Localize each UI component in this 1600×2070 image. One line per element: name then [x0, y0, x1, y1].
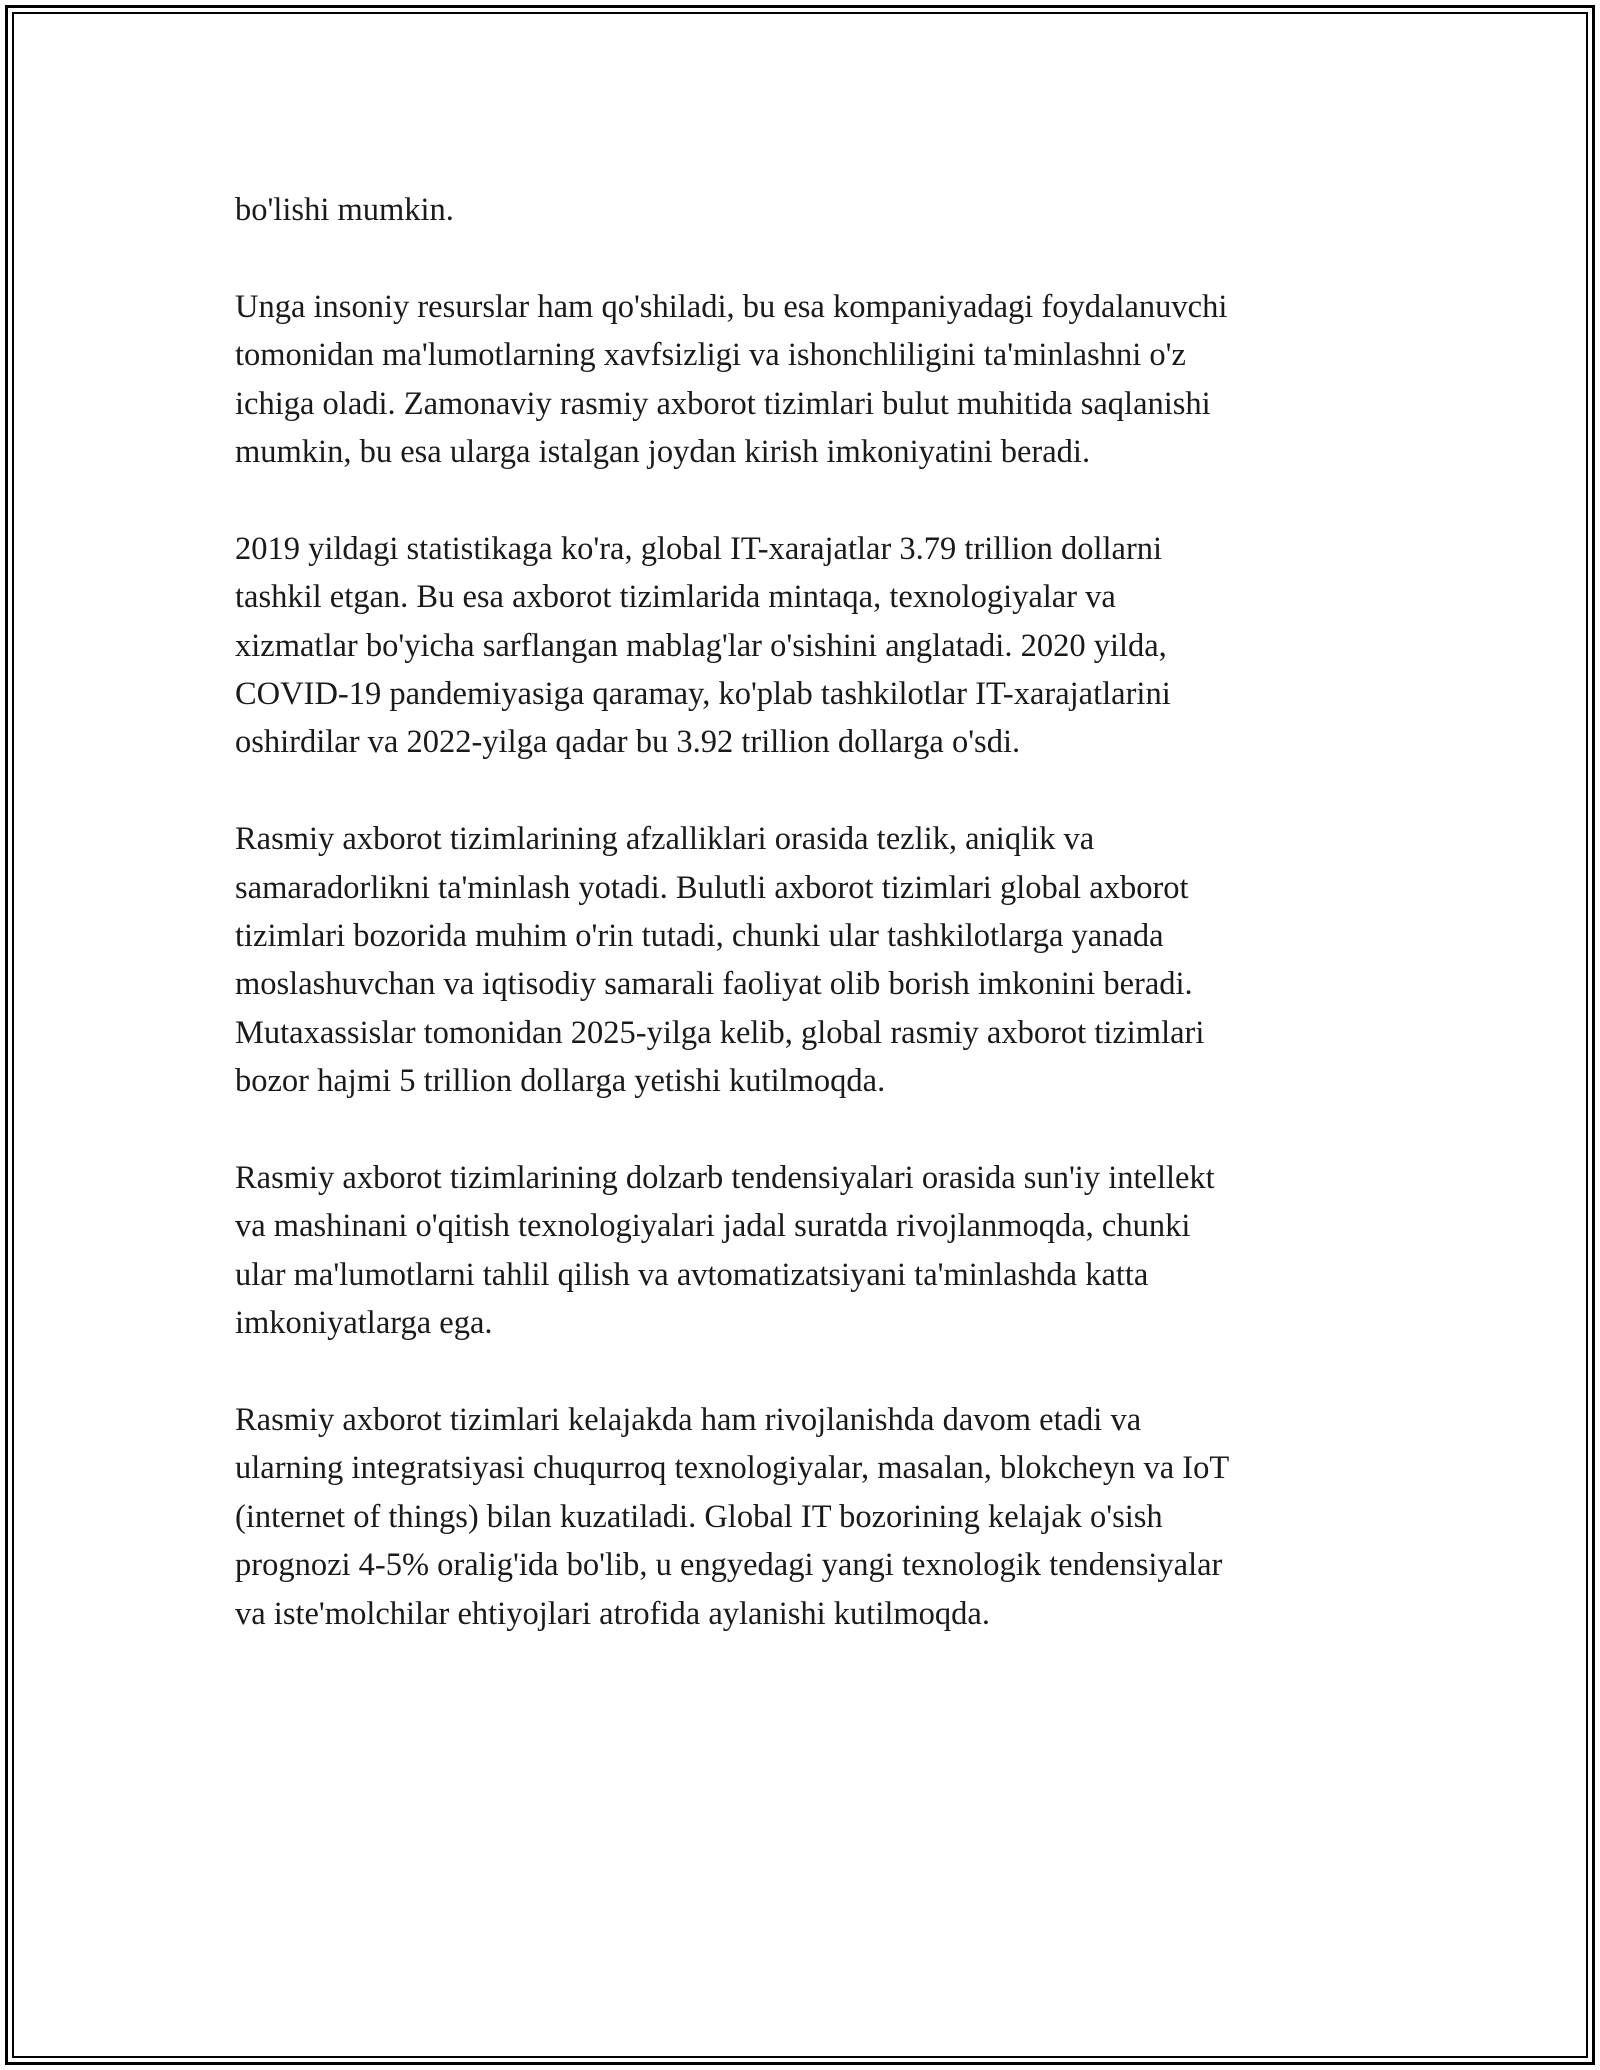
document-body [235, 186, 1405, 1687]
paragraph-trends: Rasmiy axborot tizimlarining dolzarb tendensiyalari orasida sun'iy intellekt va mashinani o'qitish texnologiyalari jadal suratda rivojlanmoqda, chunki ular ma'lumotlarni tahlil qilish va avtomatizatsiyani ta'minlashda katta imkoniyatlarga ega. [235, 1160, 1215, 1342]
paragraph-future-outlook: Rasmiy axborot tizimlari kelajakda ham rivojlanishda davom etadi va ularning integratsiyasi chuqurroq texnologiyalar, masalan, blokcheyn va IoT (internet of things) bilan kuzatiladi. Global IT bozorining kelajak o'sish prognozi 4-5% oralig'ida bo'lib, u engyedagi yangi texnologik tendensiyalar va iste'molchilar ehtiyojlari atrofida aylanishi kutilmoqda. [235, 1402, 1230, 1632]
paragraph-advantages: Rasmiy axborot tizimlarining afzalliklari orasida tezlik, aniqlik va samaradorlikni ta'minlash yotadi. Bulutli axborot tizimlari global axborot tizimlari bozorida muhim o'rin tutadi, chunki ular tashkilotlarga yanada moslashuvchan va iqtisodiy samarali faoliyat olib borish imkonini beradi. Mutaxassislar tomonidan 2025-yilga kelib, global rasmiy axborot tizimlari bozor hajmi 5 trillion dollarga yetishi kutilmoqda. [235, 821, 1205, 1100]
paragraph-it-spending-statistics: 2019 yildagi statistikaga ko'ra, global IT-xarajatlar 3.79 trillion dollarni tashkil etgan. Bu esa axborot tizimlarida mintaqa, texnologiyalar va xizmatlar bo'yicha sarflangan mablag'lar o'sishini anglatadi. 2020 yilda, COVID-19 pandemiyasiga qaramay, ko'plab tashkilotlar IT-xarajatlarini oshirdilar va 2022-yilga qadar bu 3.92 trillion dollarga o'sdi. [235, 530, 1171, 761]
paragraph-continuation: bo'lishi mumkin. [235, 192, 454, 228]
paragraph-human-resources: Unga insoniy resurslar ham qo'shiladi, bu esa kompaniyadagi foydalanuvchi tomonidan ma'lumotlarning xavfsizligi va ishonchliligini ta'minlashni o'z ichiga oladi. Zamonaviy rasmiy axborot tizimlari bulut muhitida saqlanishi mumkin, bu esa ularga istalgan joydan kirish imkoniyatini beradi. [235, 288, 1228, 471]
